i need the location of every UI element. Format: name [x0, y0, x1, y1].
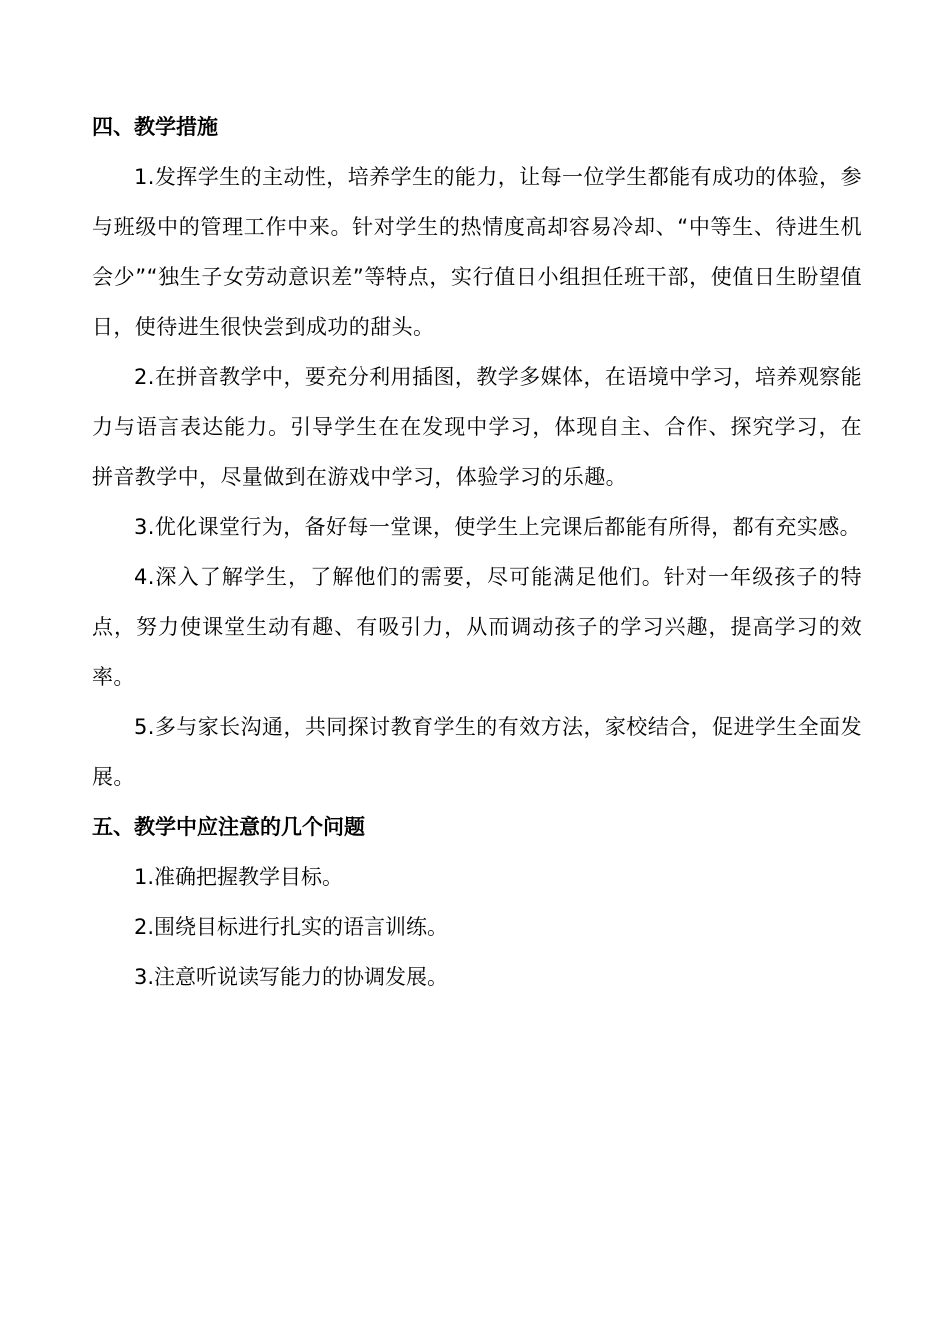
- section-5-heading: 五、教学中应注意的几个问题: [92, 815, 365, 839]
- section-4-paragraph-3: 3.优化课堂行为，备好每一堂课，使学生上完课后都能有所得，都有充实感。: [134, 515, 862, 539]
- section-4-paragraph-1: 1.发挥学生的主动性，培养学生的能力，让每一位学生都能有成功的体验，参与班级中的管理工作中来。针对学生的热情度高却容易冷却、“中等生、待进生机会少”“独生子女劳动意识差”等特点，实行值日小组担任班干部，使值日生盼望值日，使待进生很快尝到成功的甜头。: [92, 165, 862, 339]
- section-4-heading: 四、教学措施: [92, 115, 218, 139]
- section-5-item-2: 2.围绕目标进行扎实的语言训练。: [134, 915, 449, 939]
- section-5-item-1: 1.准确把握教学目标。: [134, 865, 344, 889]
- section-4-paragraph-2: 2.在拼音教学中，要充分利用插图，教学多媒体，在语境中学习，培养观察能力与语言表达能力。引导学生在在发现中学习，体现自主、合作、探究学习，在拼音教学中，尽量做到在游戏中学习，体验学习的乐趣。: [92, 365, 862, 489]
- section-4-paragraph-5: 5.多与家长沟通，共同探讨教育学生的有效方法，家校结合，促进学生全面发展。: [92, 715, 862, 789]
- section-4-paragraph-4: 4.深入了解学生，了解他们的需要，尽可能满足他们。针对一年级孩子的特点，努力使课堂生动有趣、有吸引力，从而调动孩子的学习兴趣，提高学习的效率。: [92, 565, 862, 689]
- document-page: [92, 102, 862, 1002]
- section-5-item-3: 3.注意听说读写能力的协调发展。: [134, 965, 449, 989]
